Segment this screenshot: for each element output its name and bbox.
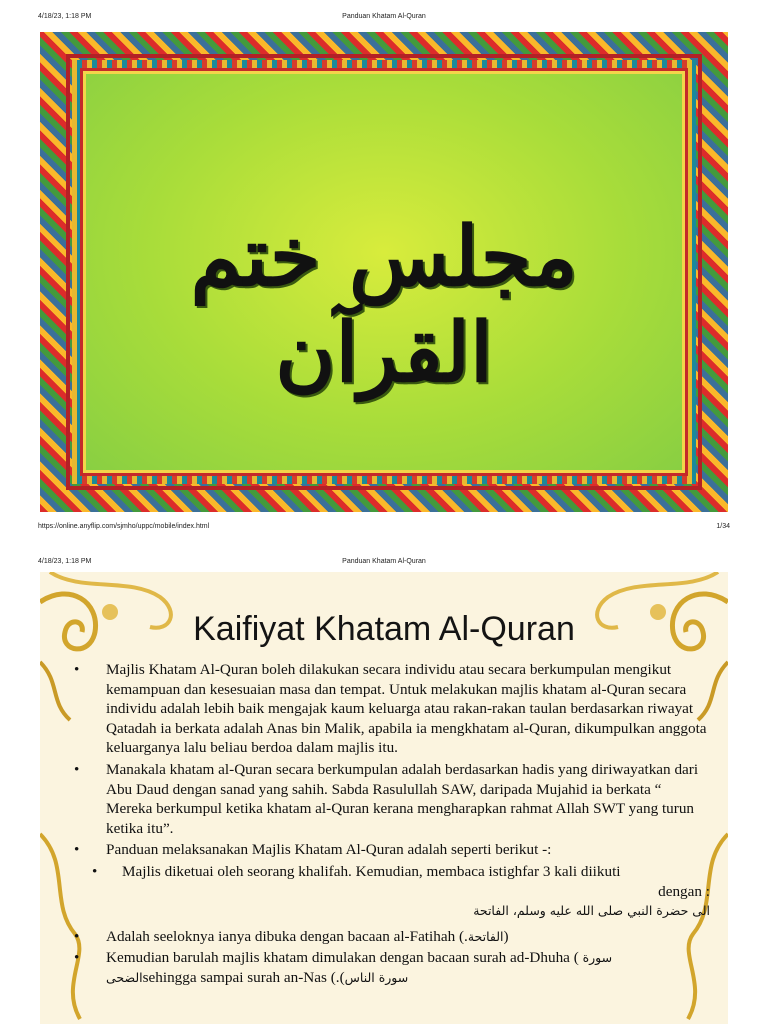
list-item [70,760,710,838]
paragraph: Majlis diketuai oleh seorang khalifah. Kemudian, membaca istighfar 3 kali diikuti [122,862,621,880]
list-item [70,840,710,860]
print-datetime: 4/18/23, 1:18 PM [38,13,92,20]
bullet-icon: • [74,949,80,967]
print-title: Panduan Khatam Al-Quran [342,13,426,20]
sub-list-item [70,862,710,921]
arabic-text: الضحى [106,969,143,985]
paragraph: Panduan melaksanakan Majlis Khatam Al-Quran adalah seperti berikut -: [106,841,552,859]
page-body [70,660,710,990]
kaifiyat-page [40,572,728,1024]
arabic-calligraphy-title: مجلس ختم القرآن [190,209,578,401]
arabic-text: سورة [582,950,613,966]
list-item [70,948,710,987]
arabic-text: الفاتحة [467,928,504,944]
print-header-page-1 [0,10,768,24]
bullet-icon: • [92,862,98,880]
green-field [86,74,682,470]
list-item [70,660,710,758]
paragraph: Kemudian barulah majlis khatam dimulakan dengan bacaan surah ad-Dhuha ( [106,949,579,967]
bullet-icon: • [74,760,80,778]
print-header-page-2 [0,555,768,569]
bullet-icon: • [74,927,80,945]
bullet-icon: • [74,841,80,859]
paragraph: sehingga sampai surah an-Nas (.( [142,968,345,986]
paragraph-close: ) [503,927,509,945]
print-title: Panduan Khatam Al-Quran [342,558,426,565]
cover-page [40,32,728,512]
paragraph: Manakala khatam al-Quran secara berkumpulan adalah berdasarkan hadis yang diriwayatkan dari Abu Daud dengan sanad yang sahih. Sabda Rasulullah SAW, daripada Mujahid ia berkata “ Mereka berkumpul ketika khatam al-Quran kerana mengharapkan rahmat Allah SWT yang turun ketika itu”. [106,760,699,837]
arabic-text: الى حضرة النبي صلى الله عليه وسلم، الفاتحة [473,903,710,919]
print-page-number: 1/34 [716,523,730,530]
print-footer-page-1 [0,520,768,534]
list-item [70,927,710,947]
print-url[interactable]: https://online.anyflip.com/sjmho/uppc/mobile/index.html [38,523,210,530]
paragraph: Majlis Khatam Al-Quran boleh dilakukan secara individu atau secara berkumpulan mengikut kemampuan dan kesesuaian masa dan tempat. Untuk melakukan majlis khatam al-Quran secara individu adalah lebih baik mengajak kaum keluarga atau rakan-rakan taulan berdasarkan riwayat Qatadah ia berkata adalah Anas bin Malik, apabila ia mengkhatam al-Quran, dikumpulkan anggota keluarganya lalu beliau berdoa dalam majlis itu. [106,661,707,757]
bullet-icon: • [74,661,80,678]
paragraph: Adalah seeloknya ianya dibuka dengan bacaan al-Fatihah (. [106,927,468,945]
arabic-text: سورة الناس [344,969,409,985]
page-title: Kaifiyat Khatam Al-Quran [193,610,575,648]
print-datetime: 4/18/23, 1:18 PM [38,558,92,565]
paragraph-end: dengan : [658,882,710,900]
